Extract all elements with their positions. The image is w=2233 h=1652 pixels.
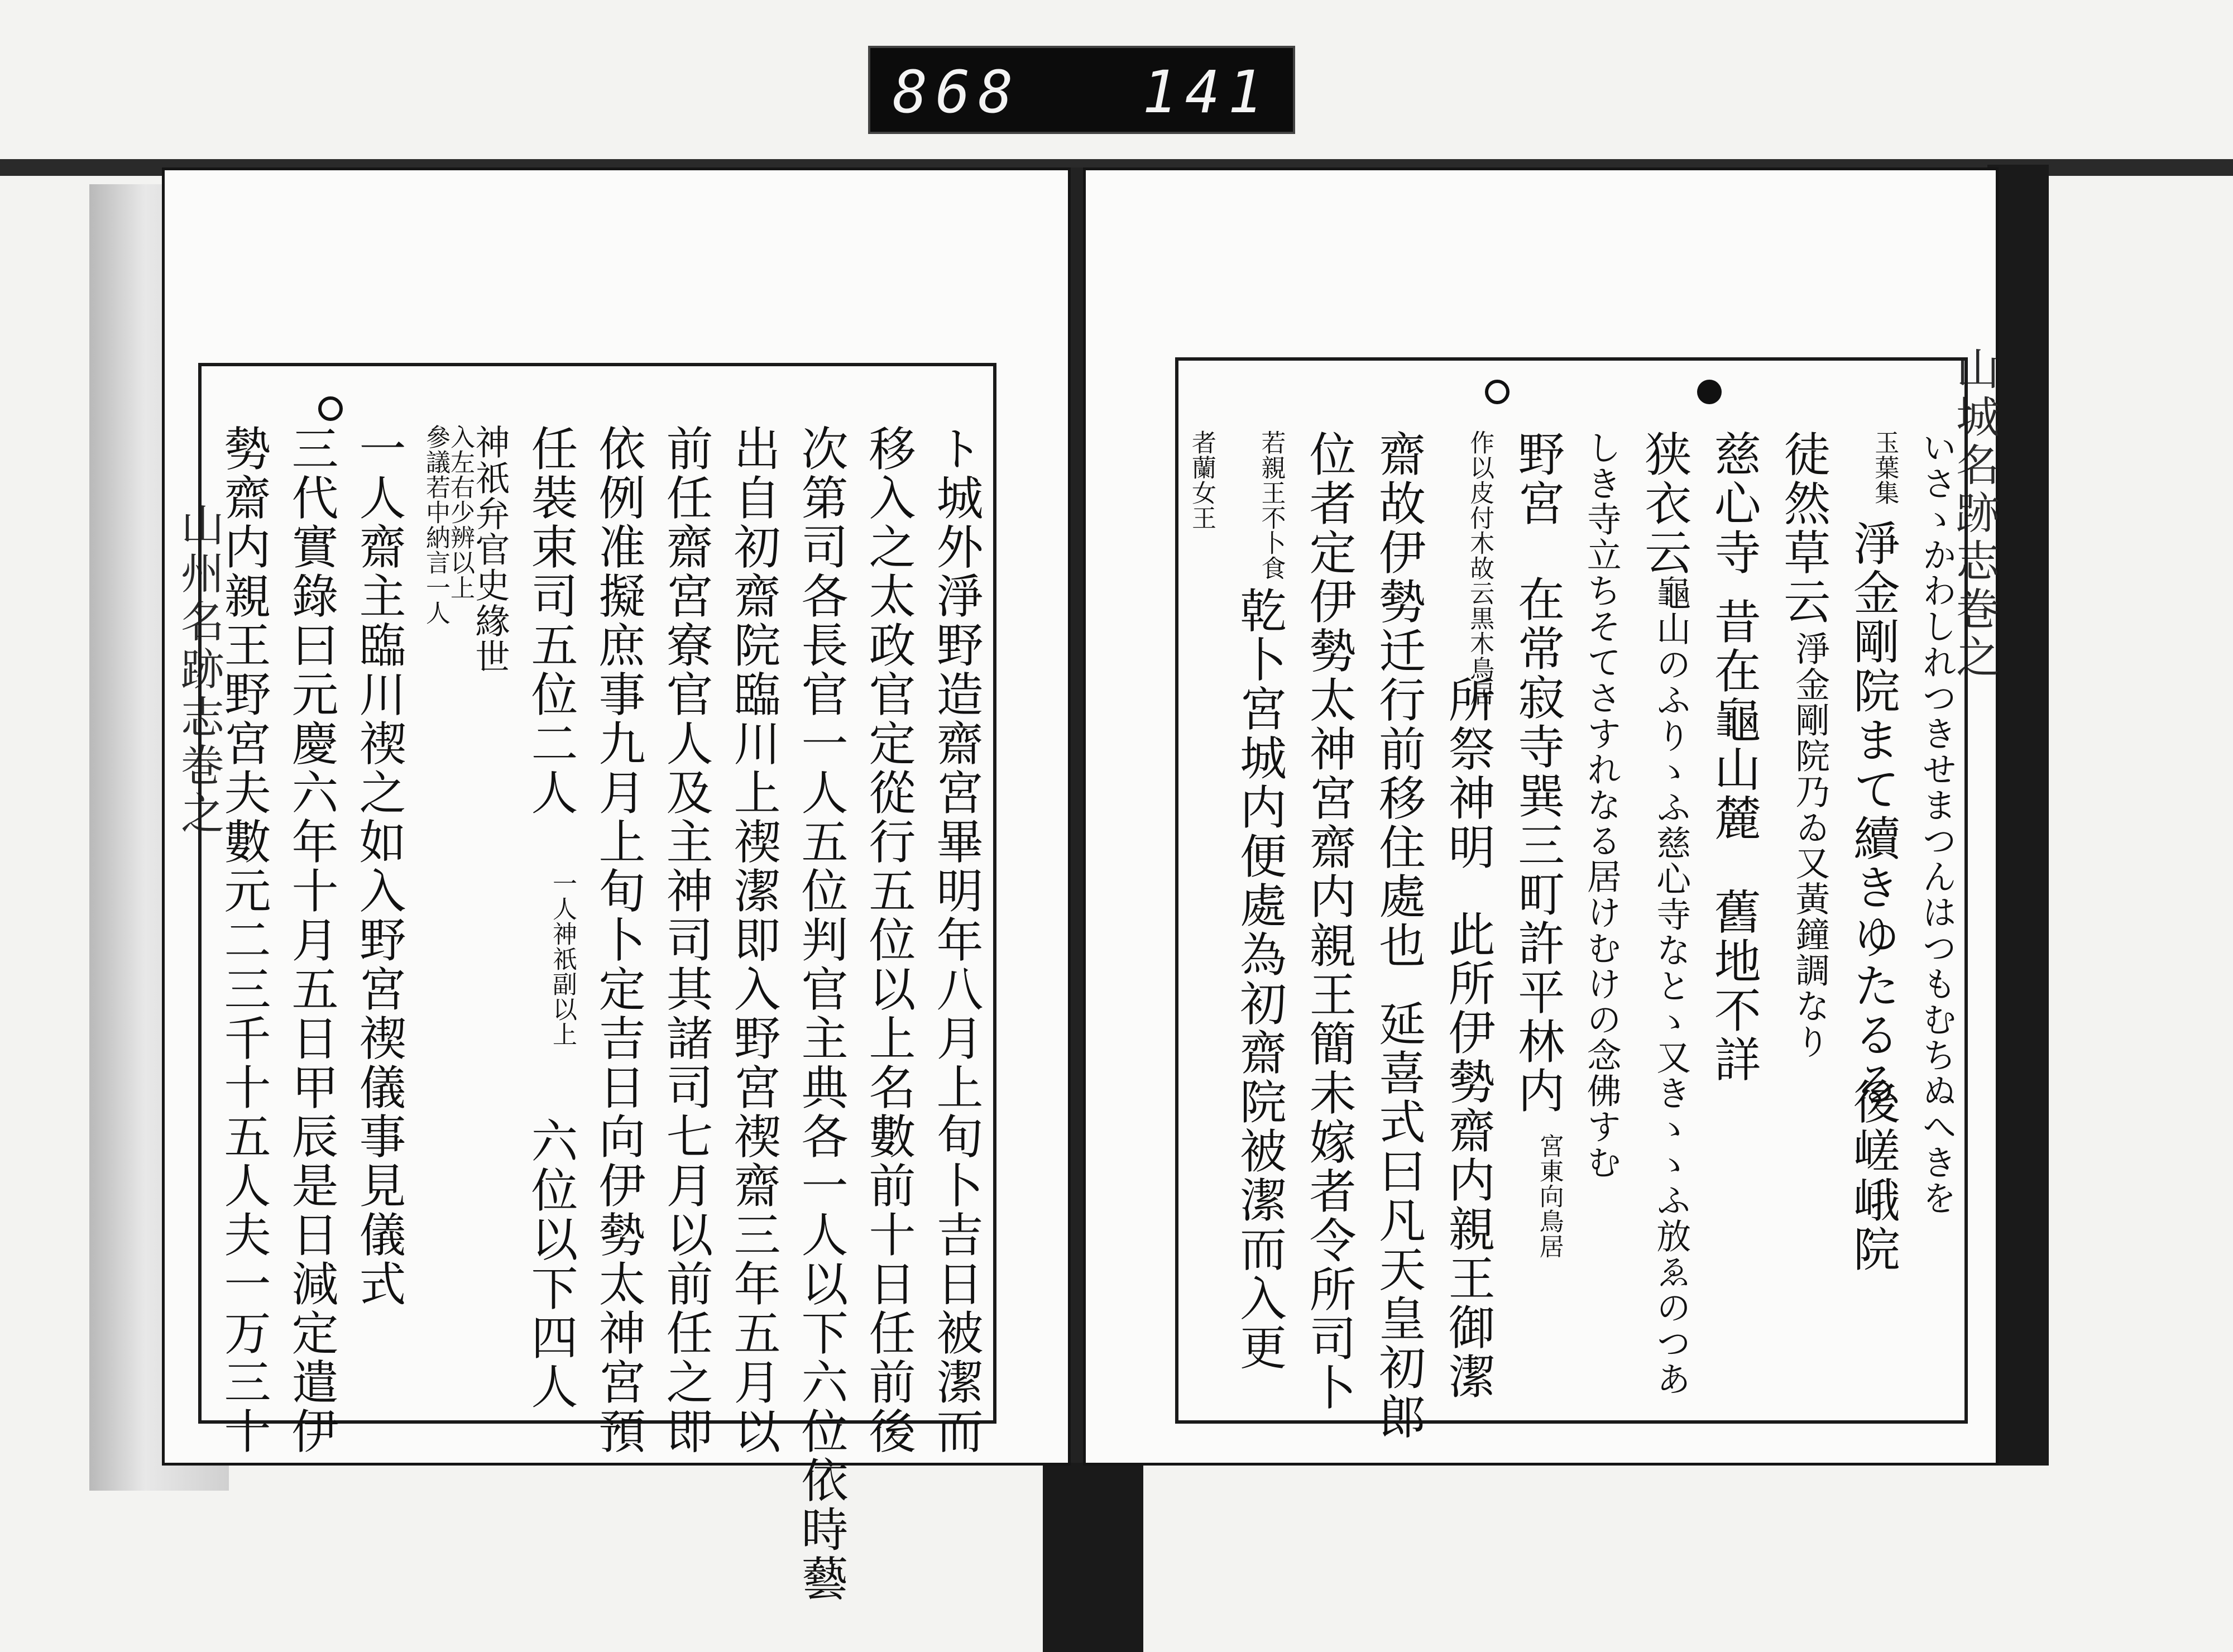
text-column: 狭衣云 [1637,430,1692,577]
text-column: いさゝかわしれつきせまつんはつもむちぬへきを [1916,430,1957,1216]
annotation-column: 一人神祇副以上 [548,871,577,1047]
column-group [1232,430,1287,1412]
text-column: 昔在龜山麓 [1707,597,1762,843]
left-spine-title: 山州名跡志巻之 [174,502,224,839]
annotation-pair [528,871,577,1117]
filled-circle-marker [1697,380,1722,404]
column-group [1707,430,1762,1412]
column-group [1776,430,1831,1412]
column-group [1637,430,1692,1412]
text-column: 此所伊勢齋内親王御潔 [1441,910,1496,1401]
column-group [1371,430,1426,1442]
column-group [1441,430,1496,1412]
annotation-column: 作以皮付木故云黒木鳥居 [1465,430,1494,706]
text-column: 在常寂寺巽三町許平林内 [1510,575,1565,1115]
text-column: 三代實錄曰元慶六年十月五日甲辰是日減定遣伊 [284,424,339,1456]
annotation-column: 者蘭女王 [1187,430,1216,530]
text-column: 齋故伊勢迁行前移住處也 [1371,430,1426,970]
text-column: 一人齋主臨川禊之如入野宮禊儀事見儀式 [352,424,406,1309]
text-column: 移入之太政官定從行五位以上名數前十日任前後 [861,424,916,1456]
annotation-column: 神祇弁官史緣世 [469,424,510,674]
text-column: 勢齋内親王野宮夫數元二三千十五人夫一万三十 [217,424,271,1456]
annotation-pair [421,424,510,1407]
section-label: 玉葉集 [1870,430,1899,505]
text-column: しき寺立ちそてさすれなる居けむけの念佛すむ [1581,430,1622,1180]
text-column: 出自初齋院臨川上禊潔即入野宮禊齋三年五月以 [726,424,781,1456]
text-column: 舊地不詳 [1707,888,1762,1084]
column-group [1846,430,1901,1412]
text-column: 六位以下四人 [524,1117,578,1411]
text-column: 後嵯峨院 [1846,1078,1901,1274]
column-group [1916,430,1957,1412]
text-column: 乾卜宮城内便處為初齋院被潔而入更 [1232,586,1287,1372]
text-column: ト城外淨野造齋宮畢明年八月上旬卜吉日被潔而 [929,424,984,1456]
open-circle-marker [318,396,343,421]
text-column: 依例准擬庶事九月上旬卜定吉日向伊勢太神宮預 [591,424,646,1456]
right-spine-title: 山城名跡志巻之 [1949,346,1999,682]
call-number-left: 868 [893,58,1021,126]
annotation-column: 若親王不卜食 [1257,430,1286,581]
text-column: 龜山のふりゝふ慈心寺なとゝ又きゝゝふ放ゑのつあ [1650,575,1691,1397]
right-text-columns [1187,430,1957,1442]
text-column: 延喜式曰凡天皇初郎 [1371,999,1426,1442]
call-number-label [868,46,1295,134]
annotation-column: 參議若中納言一人 [421,424,450,625]
text-column: 任裝束司五位二人 [524,424,578,817]
left-text-columns [217,424,984,1603]
heading-jishinji: 慈心寺 [1707,430,1762,577]
text-column: 淨金剛院まて續きゆたるる [1846,519,1901,1109]
column-group [524,424,578,1411]
annotation-column: 入左右少辨以上 [446,424,475,600]
text-column: 淨金剛院乃ゐ又黃鐘調なり [1789,631,1831,1060]
annotation-column: 宮東向鳥居 [1535,1133,1564,1259]
bottom-spine-block [1043,1463,1143,1652]
text-column: 前任齋宮寮官人及主神司其諸司七月以前任之即 [659,424,713,1456]
open-circle-marker [1485,380,1510,404]
text-column: 所祭神明 [1441,676,1496,872]
text-column: 位者定伊勢太神宮齋内親王簡未嫁者令所司卜 [1302,430,1357,1412]
text-column: 徒然草云 [1776,430,1831,626]
column-group [1510,430,1565,1412]
call-number-right: 141 [1142,58,1271,126]
heading-nonomiya: 野宮 [1510,430,1565,528]
text-column: 次第司各長官一人五位判官主典各一人以下六位依時藝 [794,424,849,1603]
